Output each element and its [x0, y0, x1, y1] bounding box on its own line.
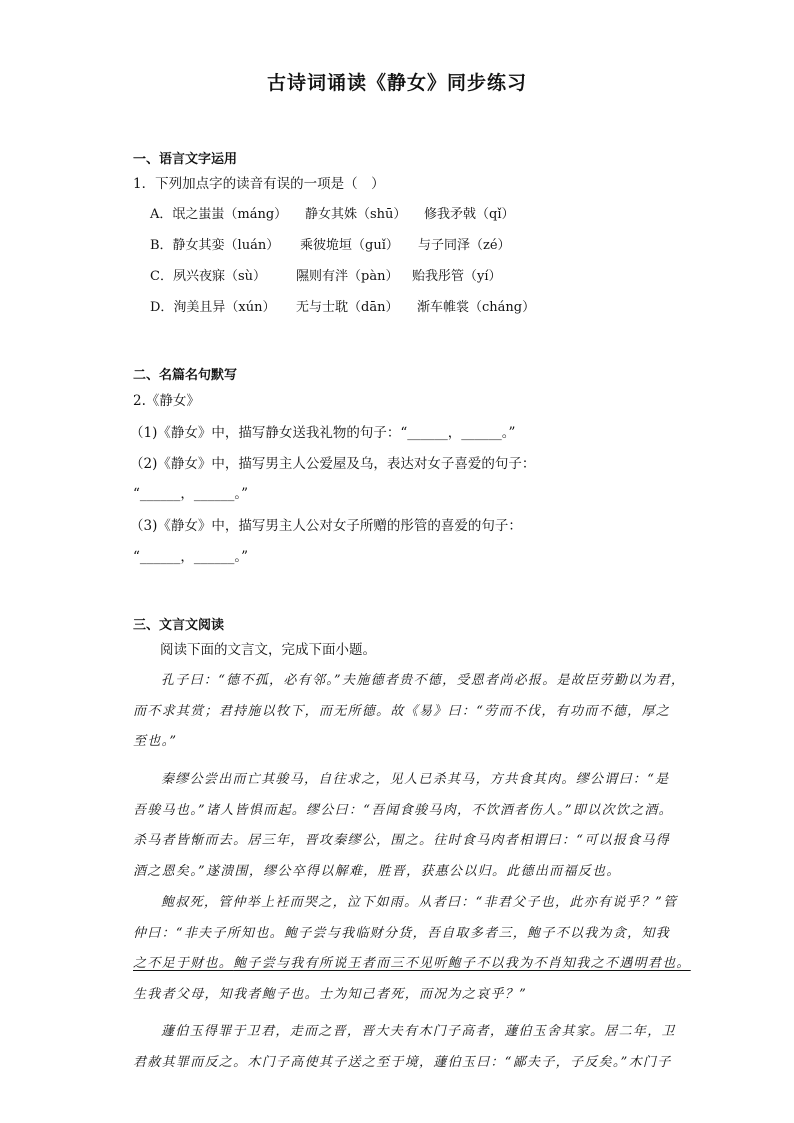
- passage-line: 君赦其罪而反之。木门子高使其子送之至于境，蘧伯玉曰：“鄙夫子，子反矣。”木门子: [133, 1055, 672, 1070]
- option-a-2: 静女其姝（shū）: [305, 207, 407, 222]
- passage-line: 生我者父母，知我者鲍子也。士为知己者死，而况为之哀乎？”: [133, 987, 528, 1002]
- page-title: 古诗词诵读《静女》同步练习: [266, 72, 527, 94]
- passage-line: 孔子曰：“德不孤，必有邻。”夫施德者贵不德，受恩者尚必报。是故臣劳勤以为君，: [161, 673, 686, 688]
- option-b-1: B．静女其娈（luán）: [150, 238, 280, 253]
- option-a: [150, 203, 514, 222]
- passage-line: 蘧伯玉得罪于卫君，走而之晋，晋大夫有木门子高者，蘧伯玉舍其家。居二年，卫: [161, 1024, 676, 1039]
- option-c: [150, 265, 502, 284]
- underlined-sentence: 鲍子尝与我有所说王者而三不见听鲍子不以我为不肖知我之不遇明君也。: [233, 956, 691, 971]
- passage-line: 鲍叔死，管仲举上衽而哭之，泣下如雨。从者曰：“非君父子也，此亦有说乎？”管: [161, 895, 678, 910]
- option-d-3: 渐车帷裳（cháng）: [417, 300, 536, 315]
- passage-line: 而不求其赏；君持施以牧下，而无所德。故《易》曰：“劳而不伐，有功而不德，厚之: [133, 704, 671, 719]
- section-heading-3: 三、文言文阅读: [133, 618, 225, 633]
- question-2-3-blank: “______，______。”: [133, 549, 249, 565]
- passage-text: 之不足于财也。: [133, 956, 234, 971]
- passage-line: 秦缪公尝出而亡其骏马，自往求之，见人已杀其马，方共食其肉。缪公谓曰：“是: [161, 772, 670, 787]
- question-2-2-blank: “______，______。”: [133, 486, 249, 502]
- option-c-2: 隰则有泮（pàn）: [296, 269, 399, 284]
- option-c-3: 贻我彤管（yí）: [412, 269, 502, 284]
- reading-instruction: 阅读下面的文言文，完成下面小题。: [160, 642, 376, 658]
- option-d: [150, 296, 535, 315]
- question-2-1: （1)《静女》中，描写静女送我礼物的句子：“______，______。”: [130, 425, 516, 441]
- passage-line: [133, 952, 691, 971]
- question-2-3: （3)《静女》中，描写男主人公对女子所赠的彤管的喜爱的句子：: [130, 518, 522, 534]
- option-d-2: 无与士耽（dān）: [296, 300, 399, 315]
- passage-line: 仲曰：“非夫子所知也。鲍子尝与我临财分货，吾自取多者三，鲍子不以我为贪，知我: [133, 926, 671, 941]
- question-2-2: （2)《静女》中，描写男主人公爱屋及乌，表达对女子喜爱的句子：: [130, 456, 536, 472]
- option-b-3: 与子同泽（zé）: [418, 238, 511, 253]
- option-b: [150, 234, 511, 253]
- passage-line: 杀马者皆惭而去。居三年，晋攻秦缪公，围之。往时食马肉者相谓曰：“可以报食马得: [133, 833, 671, 848]
- passage-line: 吾骏马也。”诸人皆惧而起。缪公曰：“吾闻食骏马肉，不饮酒者伤人。”即以次饮之酒。: [133, 803, 673, 818]
- question-1: 1．下列加点字的读音有误的一项是（ ）: [133, 176, 385, 192]
- passage-line: 至也。”: [133, 734, 178, 749]
- option-c-1: C．夙兴夜寐（sù）: [150, 269, 266, 284]
- question-2: 2.《静女》: [133, 393, 200, 409]
- option-a-3: 修我矛戟（qǐ）: [424, 207, 515, 222]
- passage-line: 酒之恩矣。”遂溃围，缪公卒得以解难，胜晋，获惠公以归。此德出而福反也。: [133, 864, 621, 879]
- section-heading-1: 一、语言文字运用: [133, 152, 238, 167]
- section-heading-2: 二、名篇名句默写: [133, 368, 238, 383]
- option-b-2: 乘彼垝垣（guǐ）: [300, 238, 399, 253]
- option-a-1: A．氓之蚩蚩（máng）: [150, 207, 288, 222]
- option-d-1: D．洵美且异（xún）: [150, 300, 276, 315]
